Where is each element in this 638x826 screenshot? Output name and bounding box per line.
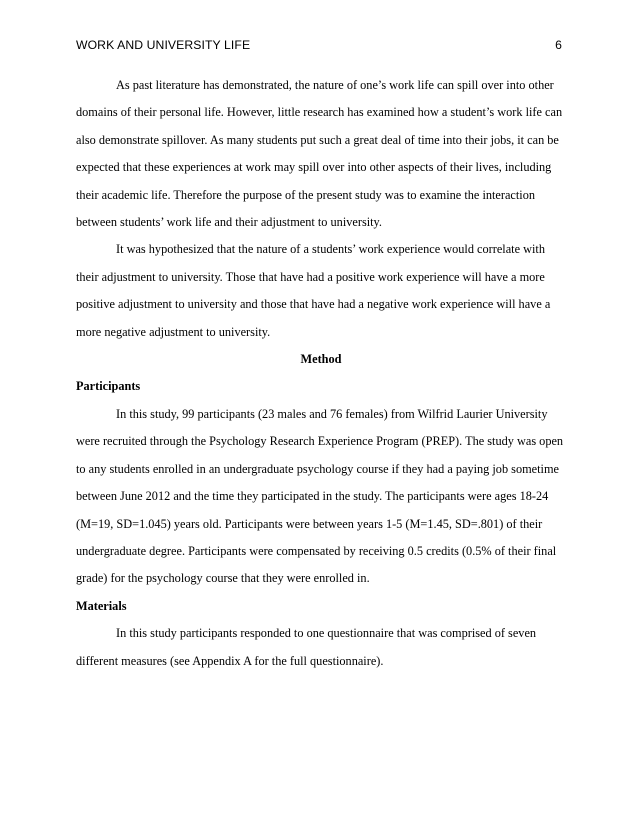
participants-heading: Participants: [76, 379, 141, 394]
materials-heading: Materials: [76, 598, 127, 613]
running-head: [76, 38, 562, 56]
page-number: 6: [555, 38, 562, 52]
body-text: [76, 72, 566, 675]
running-head-title: WORK AND UNIVERSITY LIFE: [76, 38, 251, 52]
participants-paragraph: In this study, 99 participants (23 males and 76 females) from Wilfrid Laurier University were recruited through the Psychology Research Experience Program (PREP). The study was open to any students enrolled in an undergraduate psychology course if they had a paying job sometime between June 2012 and the time they participated in the study. The participants were ages 18-24 (M=19, SD=1.045) years old. Participants were between years 1-5 (M=1.45, SD=.801) of their undergraduate degree. Participants were compensated by receiving 0.5 credits (0.5% of their final grade) for the psychology course that they were enrolled in.: [76, 406, 564, 586]
intro-paragraph-2: It was hypothesized that the nature of a students’ work experience would correlate with their adjustment to university. Those that have had a positive work experience will have a more positive adjustment to university and those that have had a negative work experience will have a more negative adjustment to university.: [76, 242, 551, 339]
materials-paragraph: In this study participants responded to one questionnaire that was comprised of seven different measures (see Appendix A for the full questionnaire).: [76, 626, 537, 668]
intro-paragraph-1: As past literature has demonstrated, the nature of one’s work life can spill over into other domains of their personal life. However, little research has examined how a student’s work life can also demonstrate spillover. As many students put such a great deal of time into their jobs, it can be expected that these experiences at work may spill over into other aspects of their lives, including their academic life. Therefore the purpose of the present study was to examine the interaction between students’ work life and their adjustment to university.: [76, 78, 563, 230]
method-heading: Method: [300, 352, 342, 367]
